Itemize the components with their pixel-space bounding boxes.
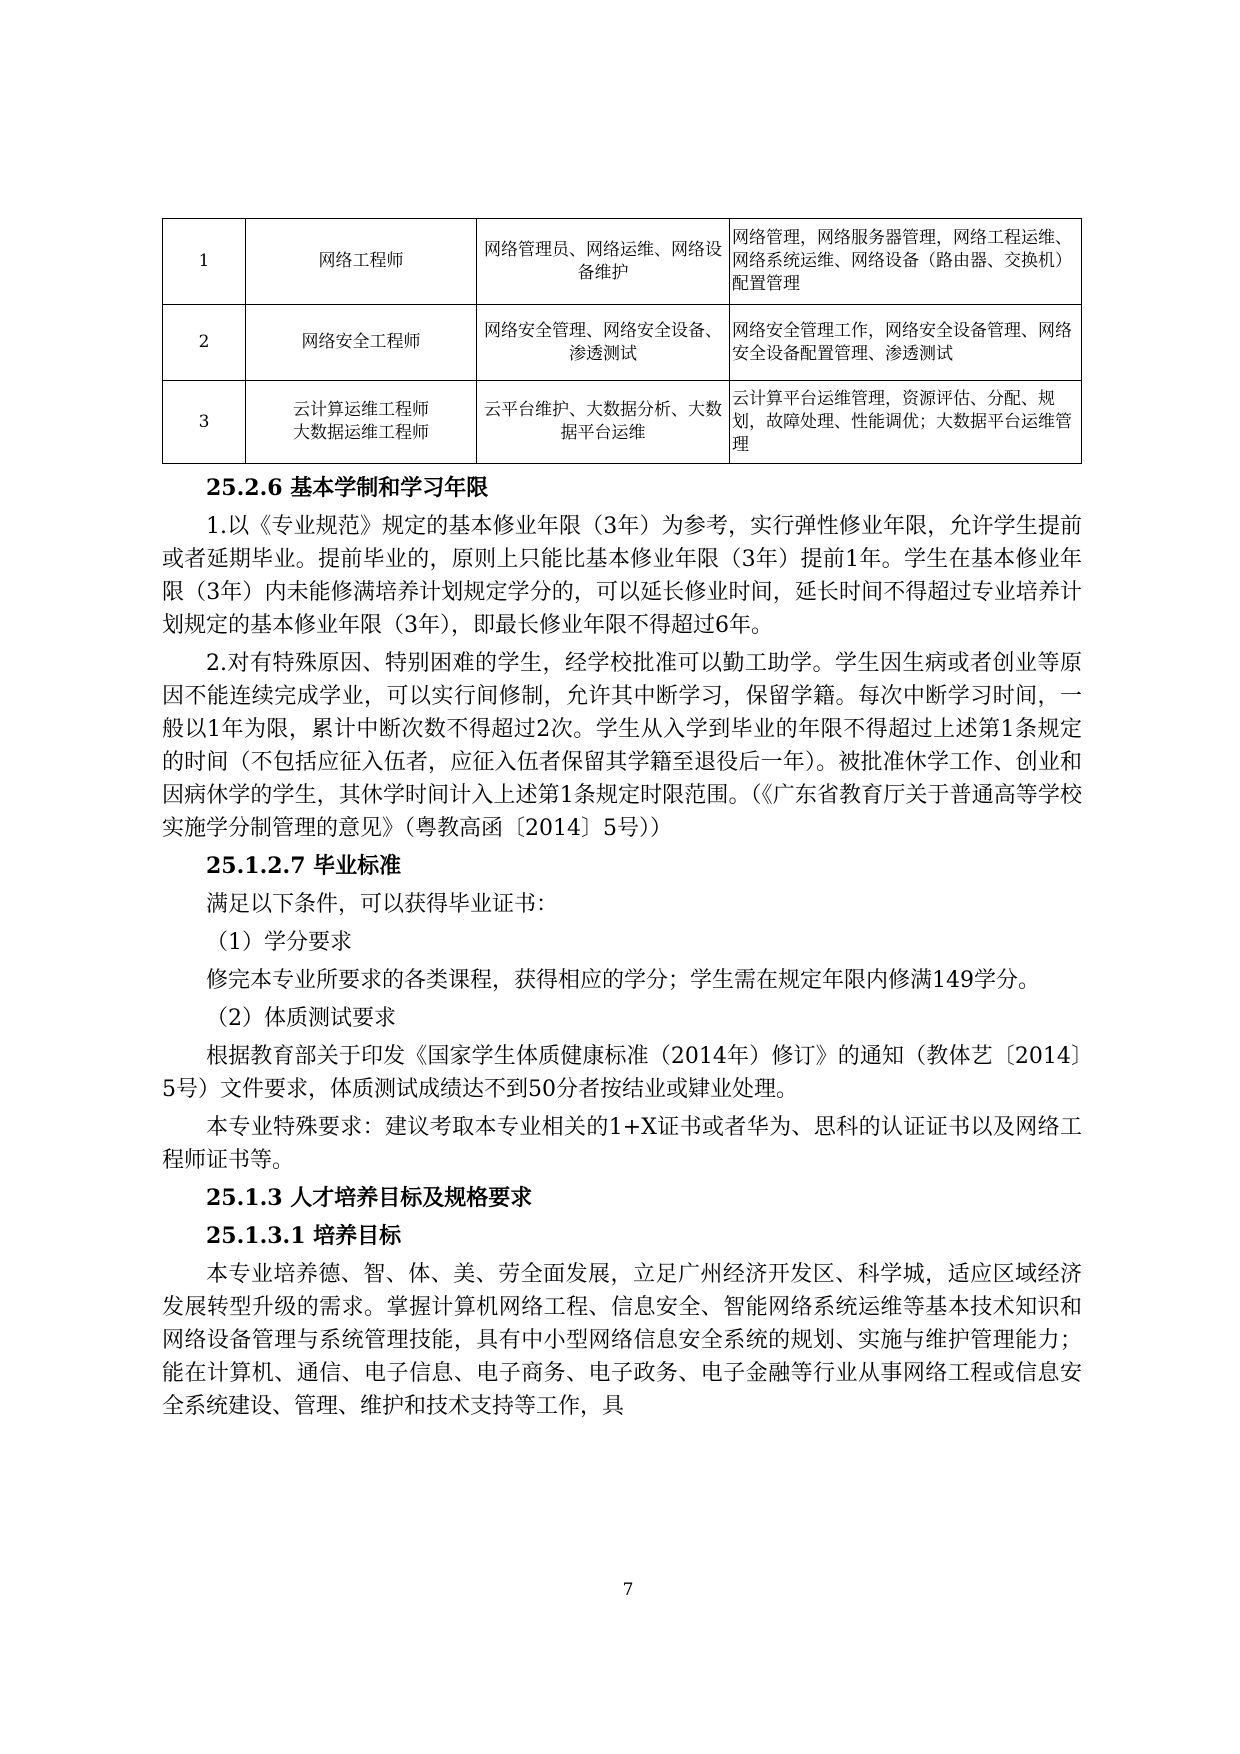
- paragraph: 根据教育部关于印发《国家学生体质健康标准（2014年）修订》的通知（教体艺〔2014〕5号）文件要求，体质测试成绩达不到50分者按结业或肄业处理。: [162, 1044, 1082, 1102]
- paragraph: 1.以《专业规范》规定的基本修业年限（3年）为参考，实行弹性修业年限，允许学生提前或者延期毕业。提前毕业的，原则上只能比基本修业年限（3年）提前1年。学生在基本修业年限（3年）内未能修满培养计划规定学分的，可以延长修业时间，延长时间不得超过专业培养计划规定的基本修业年限（3年），即最长修业年限不得超过6年。: [162, 514, 1082, 638]
- table-row: [163, 305, 1082, 381]
- job-title: [246, 305, 477, 381]
- section-heading: 25.2.6 基本学制和学习年限: [206, 475, 489, 501]
- page-number: 7: [622, 1580, 634, 1600]
- job-positions: 云平台维护、大数据分析、大数据平台运维: [477, 381, 730, 464]
- job-positions: 网络安全管理、网络安全设备、渗透测试: [477, 305, 730, 381]
- section-heading: 25.1.3 人才培养目标及规格要求: [206, 1185, 533, 1211]
- paragraph: 修完本专业所要求的各类课程，获得相应的学分；学生需在规定年限内修满149学分。: [206, 968, 1040, 993]
- job-title-line: 大数据运维工程师: [293, 423, 429, 443]
- job-duties: 网络管理，网络服务器管理，网络工程运维、网络系统运维、网络设备（路由器、交换机）配置管理: [730, 219, 1082, 305]
- section-heading: 25.1.2.7 毕业标准: [206, 853, 402, 879]
- job-positions-table: [162, 218, 1082, 464]
- table-row: [163, 381, 1082, 464]
- job-title-line: 网络工程师: [318, 251, 404, 271]
- body-text: [162, 472, 1082, 1428]
- paragraph: 本专业特殊要求：建议考取本专业相关的1+X证书或者华为、思科的认证证书以及网络工程师证书等。: [162, 1115, 1082, 1173]
- row-number: 1: [163, 219, 246, 305]
- row-number: 2: [163, 305, 246, 381]
- job-title: [246, 381, 477, 464]
- paragraph: 本专业培养德、智、体、美、劳全面发展，立足广州经济开发区、科学城，适应区域经济发展转型升级的需求。掌握计算机网络工程、信息安全、智能网络系统运维等基本技术知识和网络设备管理与系统管理技能，具有中小型网络信息安全系统的规划、实施与维护管理能力；能在计算机、通信、电子信息、电子商务、电子政务、电子金融等行业从事网络工程或信息安全系统建设、管理、维护和技术支持等工作，具: [162, 1262, 1082, 1419]
- table-row: [163, 219, 1082, 305]
- list-item: （2）体质测试要求: [206, 1006, 396, 1031]
- job-title: [246, 219, 477, 305]
- subsection-heading: 25.1.3.1 培养目标: [206, 1223, 402, 1249]
- paragraph: 满足以下条件，可以获得毕业证书：: [206, 892, 559, 917]
- row-number: 3: [163, 381, 246, 464]
- job-duties: 云计算平台运维管理，资源评估、分配、规划，故障处理、性能调优；大数据平台运维管理: [730, 381, 1082, 464]
- job-positions: 网络管理员、网络运维、网络设备维护: [477, 219, 730, 305]
- job-title-line: 网络安全工程师: [301, 332, 421, 352]
- job-duties: 网络安全管理工作，网络安全设备管理、网络安全设备配置管理、渗透测试: [730, 305, 1082, 381]
- job-title-line: 云计算运维工程师: [293, 400, 429, 420]
- list-item: （1）学分要求: [206, 930, 352, 955]
- paragraph: 2.对有特殊原因、特别困难的学生，经学校批准可以勤工助学。学生因生病或者创业等原因不能连续完成学业，可以实行间修制，允许其中断学习，保留学籍。每次中断学习时间，一般以1年为限，累计中断次数不得超过2次。学生从入学到毕业的年限不得超过上述第1条规定的时间（不包括应征入伍者，应征入伍者保留其学籍至退役后一年）。被批准休学工作、创业和因病休学的学生，其休学时间计入上述第1条规定时限范围。（《广东省教育厅关于普通高等学校实施学分制管理的意见》（粤教高函〔2014〕5号））: [162, 651, 1082, 841]
